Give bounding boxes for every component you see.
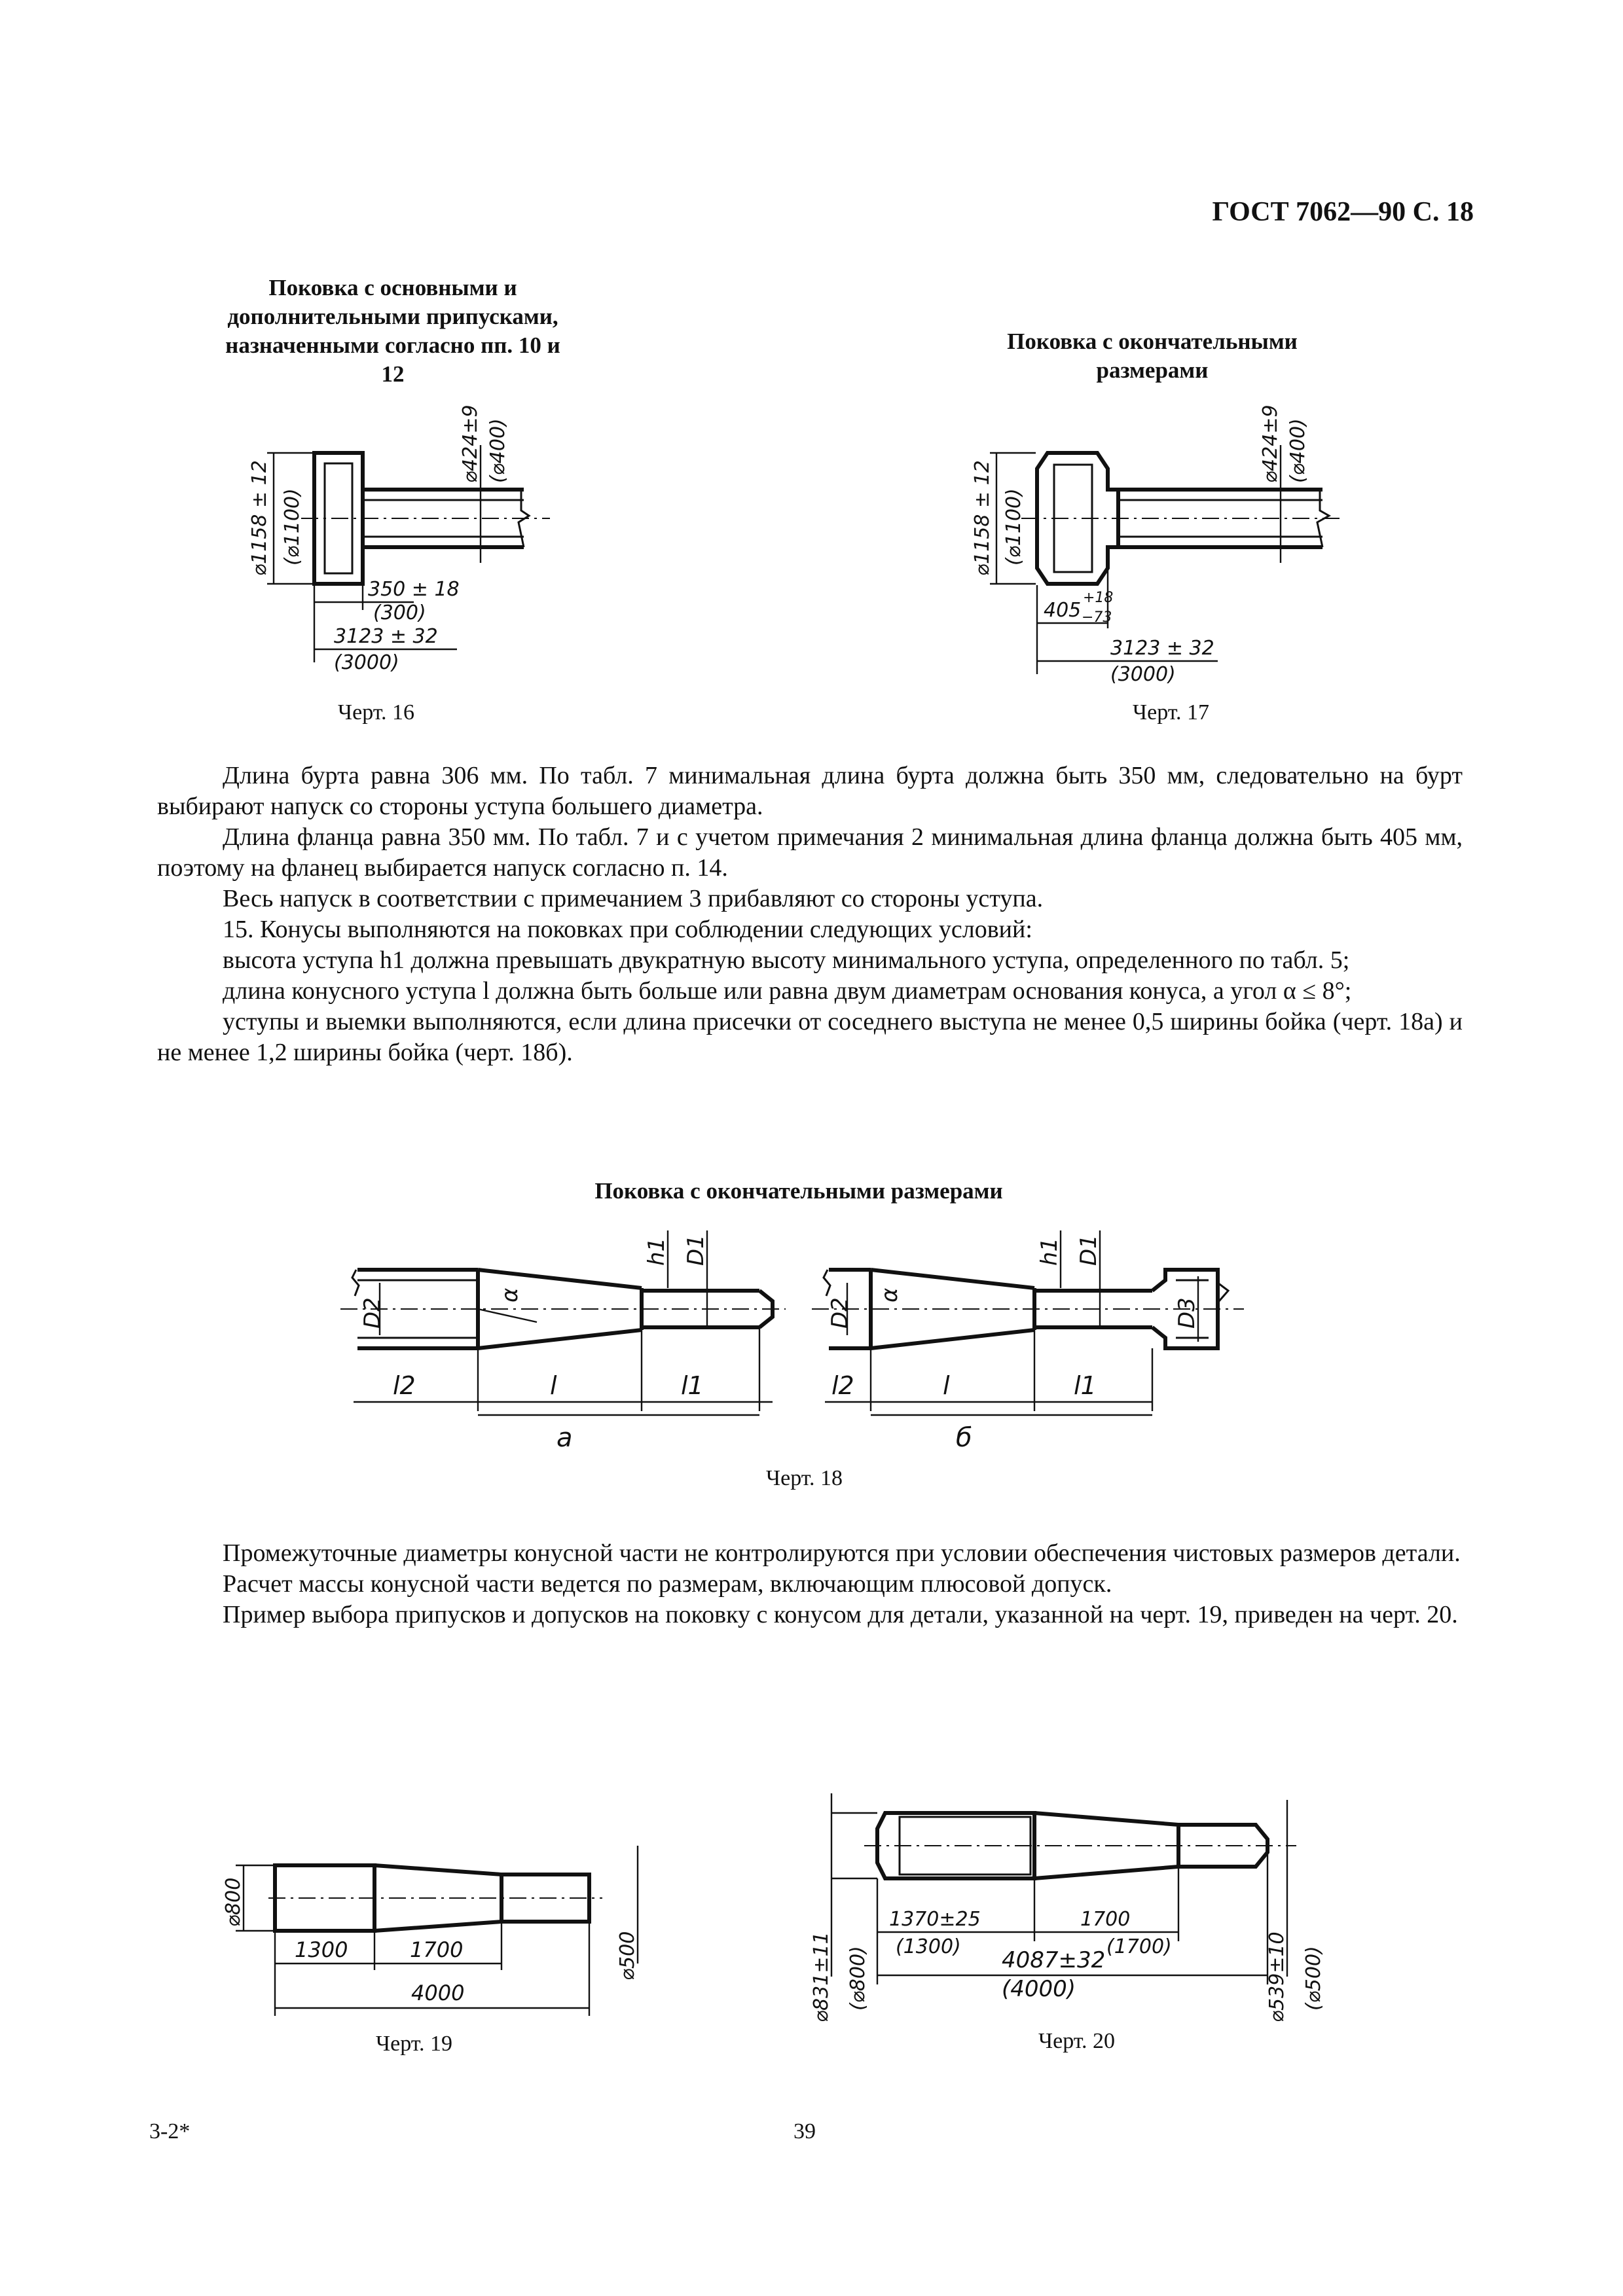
fig16-dim-d1n: (⌀1100) (281, 488, 304, 565)
fig18-label: Черт. 18 (766, 1466, 843, 1490)
fig20-dim-d2n: (⌀500) (1302, 1946, 1325, 2011)
fig18a-h1: h1 (644, 1237, 670, 1266)
paragraph: Длина фланца равна 350 мм. По табл. 7 и с учетом примечания 2 минимальная длина фланца должна быть 405 мм, поэтому на фланец выбирается напуск согласно п. 14. (157, 823, 1463, 882)
fig17-label: Черт. 17 (1133, 700, 1210, 725)
fig18a-l1: l1 (681, 1371, 704, 1400)
fig20-dim-l1n: (1300) (896, 1935, 961, 1958)
fig20-drawing (799, 1767, 1388, 2042)
fig20-dim-d1: ⌀831±11 (810, 1931, 833, 2022)
fig18b-l: l (943, 1371, 950, 1400)
fig18-caption: Поковка с окончательными размерами (594, 1178, 1003, 1204)
fig18b-l1: l1 (1074, 1371, 1097, 1400)
paragraph: Расчет массы конусной части ведется по размерам, включающим плюсовой допуск. (223, 1570, 1112, 1598)
fig18b-D3: D3 (1174, 1297, 1200, 1329)
page-number: 39 (793, 2119, 816, 2144)
fig16-dim-l1: 350 ± 18 (368, 578, 460, 601)
paragraph: Промежуточные диаметры конусной части не контролируются при условии обеспечения чистовых размеров детали. (223, 1539, 1461, 1567)
fig18b-D1: D1 (1076, 1234, 1102, 1266)
fig18-drawing (340, 1217, 1283, 1479)
fig17-drawing (943, 406, 1349, 687)
fig17-dim-d2: ⌀424±9 (1259, 404, 1282, 483)
paragraph: Весь напуск в соответствии с примечанием 3 прибавляют со стороны уступа. (223, 885, 1044, 912)
fig18-sub-b: б (956, 1423, 972, 1453)
paragraph: длина конусного уступа l должна быть больше или равна двум диаметрам основания конуса, а угол α ≤ 8°; (223, 977, 1352, 1005)
fig17-dim-d1n: (⌀1100) (1002, 488, 1025, 565)
fig20-dim-l2: 1700 (1080, 1908, 1131, 1931)
text-block-1 (157, 761, 1463, 1068)
fig16-label: Черт. 16 (338, 700, 415, 725)
paragraph: уступы и выемки выполняются, если длина присечки от соседнего выступа не менее 0,5 ширины бойка (черт. 18а) и не менее 1,2 ширины бойка (черт. 18б). (157, 1008, 1463, 1066)
fig18a-l: l (550, 1371, 557, 1400)
paragraph: 15. Конусы выполняются на поковках при соблюдении следующих условий: (223, 916, 1032, 943)
fig17-dim-l1: 405 (1044, 599, 1082, 622)
paragraph: Пример выбора припусков и допусков на поковку с конусом для детали, указанной на черт. 19, приведен на черт. 20. (223, 1601, 1458, 1628)
fig16-dim-l2: 3123 ± 32 (334, 625, 438, 648)
fig18a-D1: D1 (683, 1234, 709, 1266)
fig16-caption: Поковка с основными и дополнительными припусками, назначенными согласно пп. 10 и 12 (225, 275, 560, 387)
fig18b (812, 1230, 1244, 1453)
fig18a-D2: D2 (359, 1297, 386, 1329)
fig19-dim-l2: 1700 (410, 1937, 464, 1962)
fig17-caption: Поковка с окончательными размерами (1007, 329, 1298, 383)
fig17-dim-l2: 3123 ± 32 (1110, 637, 1214, 660)
fig19-dim-d1: ⌀800 (222, 1877, 245, 1927)
fig17-dim-d2n: (⌀400) (1286, 418, 1309, 483)
fig16-dim-l1n: (300) (373, 601, 426, 624)
fig16-dim-l2n: (3000) (334, 651, 399, 674)
fig16-drawing (236, 406, 576, 681)
fig17-dim-l1-up: +18 (1083, 590, 1114, 606)
fig16-dim-d1: ⌀1158 ± 12 (248, 460, 271, 576)
fig20-label: Черт. 20 (1038, 2029, 1116, 2053)
fig20-dim-d2: ⌀539±10 (1266, 1931, 1288, 2022)
fig20-dim-l3: 4087±32 (1002, 1947, 1106, 1973)
fig19-drawing (196, 1839, 694, 2049)
fig20-dim-l1: 1370±25 (889, 1908, 981, 1931)
fig18b-alpha: α (877, 1287, 903, 1302)
fig18-sub-a: а (556, 1423, 573, 1453)
paragraph: высота уступа h1 должна превышать двукратную высоту минимального уступа, определенного по табл. 5; (223, 946, 1350, 974)
fig18a-l2: l2 (393, 1371, 416, 1400)
fig16-dim-d2: ⌀424±9 (459, 404, 482, 483)
fig18b-l2: l2 (831, 1371, 854, 1400)
fig19-dim-l1: 1300 (295, 1937, 348, 1962)
fig19-dim-l3: 4000 (411, 1981, 465, 2005)
page-header: ГОСТ 7062—90 С. 18 (1212, 197, 1474, 227)
fig19-label: Черт. 19 (376, 2032, 453, 2056)
fig18a-alpha: α (497, 1287, 523, 1302)
fig17-dim-l2n: (3000) (1110, 663, 1176, 686)
fig18b-D2: D2 (827, 1297, 853, 1329)
text-block-2 (157, 1538, 1463, 1630)
fig18a (340, 1230, 786, 1453)
fig20-dim-l3n: (4000) (1002, 1976, 1076, 2002)
fig19-dim-d2: ⌀500 (616, 1931, 639, 1981)
fig16-dim-d2n: (⌀400) (486, 418, 509, 483)
fig17-dim-l1-lo: −73 (1082, 609, 1112, 626)
footer-signature: 3-2* (149, 2119, 191, 2144)
fig20-dim-d1n: (⌀800) (847, 1946, 869, 2011)
paragraph: Длина бурта равна 306 мм. По табл. 7 минимальная длина бурта должна быть 350 мм, следовательно на бурт выбирают напуск со стороны уступа большего диаметра. (157, 762, 1463, 820)
fig20-dim-l2n: (1700) (1106, 1935, 1172, 1958)
fig17-dim-d1: ⌀1158 ± 12 (971, 460, 994, 576)
fig18b-h1: h1 (1036, 1237, 1063, 1266)
